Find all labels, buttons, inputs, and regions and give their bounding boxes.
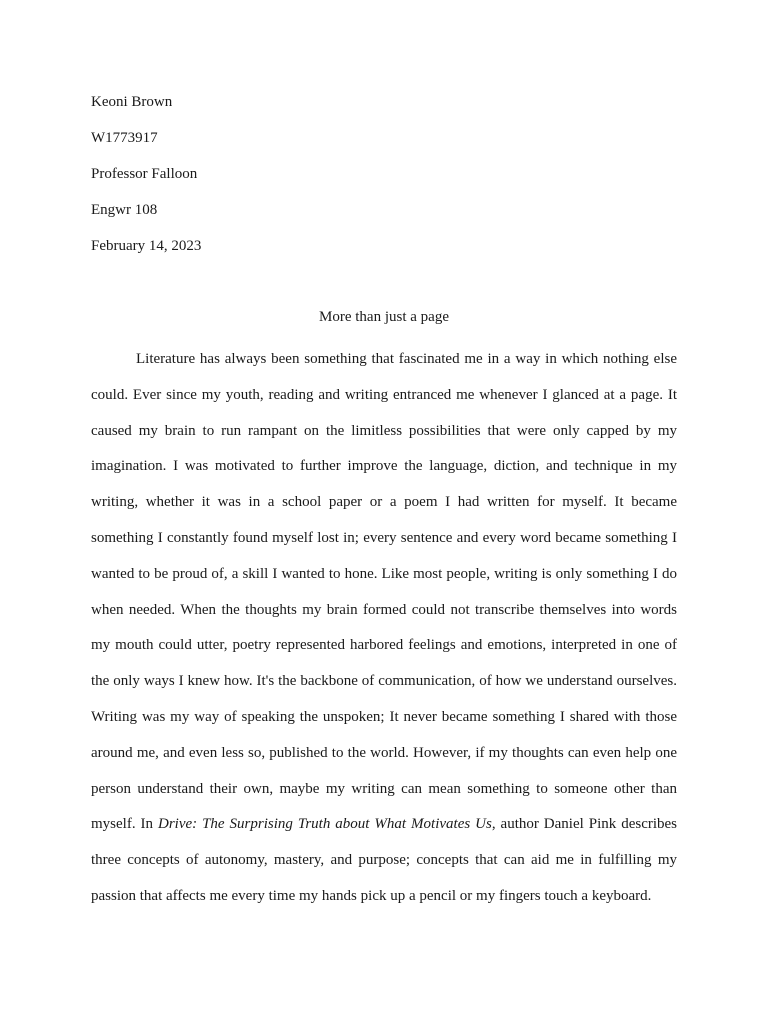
author-name: Keoni Brown (91, 94, 173, 110)
book-title: Drive: The Surprising Truth about What Motivates Us (157, 816, 492, 833)
student-id: W1773917 (91, 130, 158, 146)
essay-title: More than just a page (319, 309, 449, 325)
paragraph-text-part-2: , author Daniel Pink describes three concepts of autonomy, mastery, and purpose; concepts that can aid me in fulfilling my passion that affects me every time my hands pick up a pencil or my fingers touch a keyboard. (91, 816, 678, 904)
essay-paragraph (91, 342, 677, 915)
course-name: Engwr 108 (91, 202, 158, 218)
essay-date: February 14, 2023 (91, 238, 202, 254)
mla-heading (91, 91, 681, 271)
professor-name: Professor Falloon (91, 166, 198, 182)
paragraph-text-part-1: Literature has always been something that fascinated me in a way in which nothing else could. Ever since my youth, reading and writing entranced me whenever I glanced at a page. It caused my brain to run rampant on the limitless possibilities that were only capped by my imagination. I was motivated to further improve the language, diction, and technique in my writing, whether it was in a school paper or a poem I had written for myself. It became something I constantly found myself lost in; every sentence and every word became something I wanted to be proud of, a skill I wanted to hone. Like most people, writing is only something I do when needed. When the thoughts my brain formed could not transcribe themselves into words my mouth could utter, poetry represented harbored feelings and emotions, interpreted in one of the only ways I knew how. It's the backbone of communication, of how we understand ourselves. Writing was my way of speaking the unspoken; It never became something I shared with those around me, and even less so, published to the world. However, if my thoughts can even help one person understand their own, maybe my writing can mean something to someone other than myself. In (91, 351, 677, 833)
